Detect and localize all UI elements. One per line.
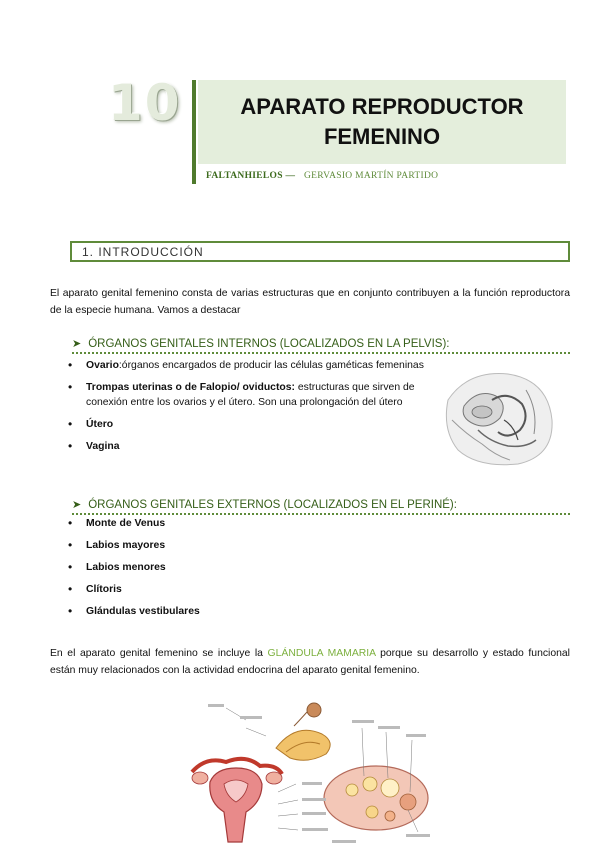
section-heading-box bbox=[70, 241, 570, 262]
title-box bbox=[198, 80, 566, 164]
external-organs-list bbox=[68, 516, 448, 626]
byline-dash: — bbox=[285, 171, 296, 181]
pelvis-section-illustration bbox=[438, 360, 558, 470]
list-item: • Ovario:órganos encargados de producir las células gaméticas femeninas bbox=[68, 358, 448, 373]
highlight-term: GLÁNDULA MAMARIA bbox=[267, 648, 376, 659]
list-item: • Labios menores bbox=[68, 560, 448, 575]
title-accent-bar bbox=[192, 80, 196, 184]
list-item: • Vagina bbox=[68, 439, 448, 454]
chapter-number: 10 bbox=[108, 74, 182, 132]
arrow-right-icon: ➤ bbox=[72, 338, 82, 350]
subheading-external-text: ÓRGANOS GENITALES EXTERNOS (LOCALIZADOS EN EL PERINÉ): bbox=[88, 498, 457, 511]
subheading-external bbox=[72, 498, 570, 515]
arrow-right-icon: ➤ bbox=[72, 499, 82, 511]
subheading-internal-text: ÓRGANOS GENITALES INTERNOS (LOCALIZADOS EN LA PELVIS): bbox=[88, 337, 450, 350]
internal-organs-list bbox=[68, 358, 448, 461]
section-heading: 1. INTRODUCCIÓN bbox=[82, 244, 204, 259]
list-item: • Clítoris bbox=[68, 582, 448, 597]
mammary-paragraph: En el aparato genital femenino se incluye la GLÁNDULA MAMARIA porque su desarrollo y estado funcional están muy relacionados con la actividad endocrina del aparato genital femenino. bbox=[50, 648, 570, 676]
list-item: • Glándulas vestibulares bbox=[68, 604, 448, 619]
list-item: • Útero bbox=[68, 417, 448, 432]
byline bbox=[206, 171, 438, 181]
reproductive-organs-illustration bbox=[186, 692, 436, 848]
list-item: • Trompas uterinas o de Falopio/ oviductos: estructuras que sirven de conexión entre los ovarios y el útero. Son una prolongación del útero bbox=[68, 380, 448, 410]
subheading-internal bbox=[72, 337, 570, 354]
intro-paragraph: El aparato genital femenino consta de varias estructuras que en conjunto contribuyen a la función reproductora de la especie humana. Vamos a destacar bbox=[50, 288, 570, 316]
page-title-line2: FEMENINO bbox=[323, 124, 441, 149]
list-item: • Labios mayores bbox=[68, 538, 448, 553]
list-item: • Monte de Venus bbox=[68, 516, 448, 531]
page-title-line1: APARATO REPRODUCTOR bbox=[240, 94, 524, 119]
byline-author: GERVASIO MARTÍN PARTIDO bbox=[304, 171, 439, 181]
byline-source: FALTANHIELOS bbox=[206, 171, 283, 181]
